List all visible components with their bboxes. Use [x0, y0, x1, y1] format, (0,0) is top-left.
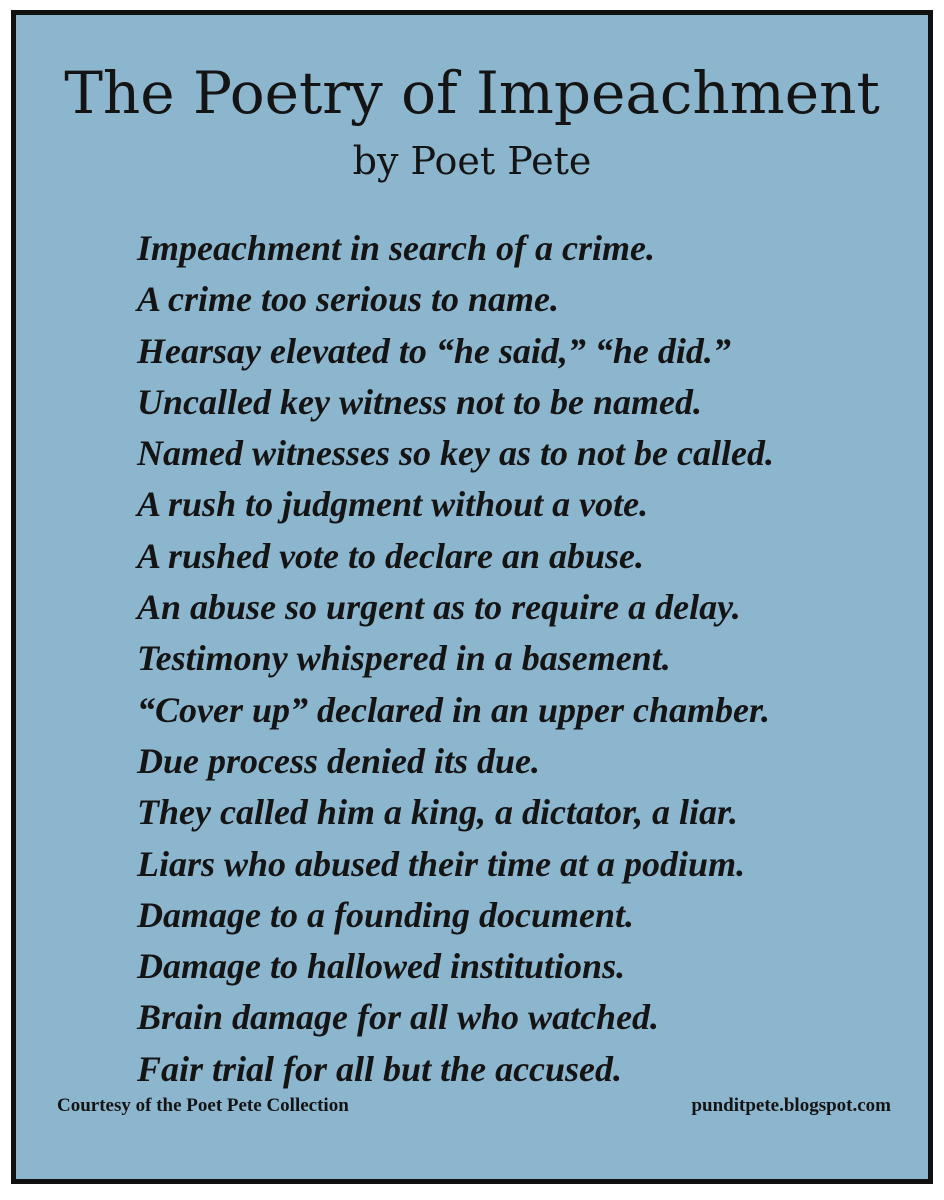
poem-line: A rush to judgment without a vote. — [137, 484, 649, 525]
poem-title: The Poetry of Impeachment — [64, 59, 880, 127]
poem-line: Damage to hallowed institutions. — [137, 946, 626, 987]
poem-line: A rushed vote to declare an abuse. — [137, 535, 645, 576]
poem-line: Testimony whispered in a basement. — [137, 638, 671, 679]
poem-line: Uncalled key witness not to be named. — [137, 381, 702, 422]
poem-line: “Cover up” declared in an upper chamber. — [137, 689, 771, 730]
poem-poster — [11, 10, 933, 1184]
poem-line: A crime too serious to name. — [137, 279, 560, 320]
poem-line: Impeachment in search of a crime. — [137, 228, 655, 268]
poem-body — [137, 223, 917, 1095]
poem-line: Liars who abused their time at a podium. — [137, 843, 746, 884]
poem-line: Due process denied its due. — [137, 740, 540, 781]
blog-url: punditpete.blogspot.com — [691, 1095, 891, 1116]
poem-line: Brain damage for all who watched. — [137, 997, 660, 1038]
courtesy-credit: Courtesy of the Poet Pete Collection — [57, 1095, 349, 1116]
poem-line: Named witnesses so key as to not be called. — [137, 433, 774, 474]
poem-line: Hearsay elevated to “he said,” “he did.” — [137, 330, 731, 371]
poem-line: Fair trial for all but the accused. — [137, 1048, 623, 1089]
poem-byline: by Poet Pete — [352, 139, 592, 183]
poem-line: Damage to a founding document. — [137, 894, 635, 935]
poem-line: They called him a king, a dictator, a liar. — [137, 792, 739, 833]
poem-line: An abuse so urgent as to require a delay. — [137, 587, 741, 628]
